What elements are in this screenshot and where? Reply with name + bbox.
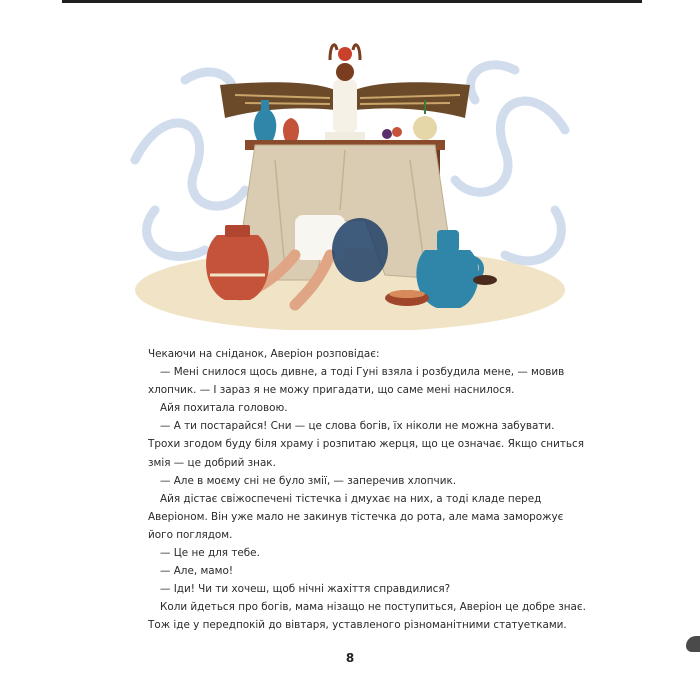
paragraph: — Але в моєму сні не було змії, — заперечив хлопчик. bbox=[160, 474, 457, 487]
altar-illustration bbox=[125, 40, 575, 330]
paragraph: — А ти постарайся! Сни — це слова богів, їх ніколи не можна забувати. bbox=[160, 420, 555, 433]
paragraph: його поглядом. bbox=[148, 528, 233, 541]
paragraph: Коли йдеться про богів, мама нізащо не поступиться, Аверіон це добре знає. bbox=[160, 601, 586, 614]
small-bowl bbox=[473, 275, 497, 285]
paragraph: Аверіоном. Він уже мало не закинув тістечка до рота, але мама заморожує bbox=[148, 510, 564, 523]
corner-tab bbox=[686, 636, 700, 652]
paragraph: Тож іде у передпокій до вівтаря, уставленого різноманітними статуетками. bbox=[148, 619, 567, 632]
paragraph: Айя похитала головою. bbox=[160, 402, 288, 415]
page-number: 8 bbox=[345, 651, 355, 665]
paragraph: змія — це добрий знак. bbox=[148, 456, 276, 469]
paragraph: Трохи згодом буду біля храму і розпитаю жерця, що це означає. Якщо сниться bbox=[148, 438, 584, 451]
food-bowl bbox=[385, 290, 429, 306]
paragraph: — Але, мамо! bbox=[160, 565, 234, 578]
paragraph: — Мені снилося щось дивне, а тоді Гуні взяла і розбудила мене, — мовив bbox=[160, 366, 565, 379]
paragraph: хлопчик. — І зараз я не можу пригадати, що саме мені наснилося. bbox=[148, 384, 515, 397]
paragraph: Чекаючи на сніданок, Аверіон розповідає: bbox=[148, 348, 380, 360]
top-rule bbox=[62, 0, 642, 3]
paragraph: — Це не для тебе. bbox=[160, 547, 260, 560]
paragraph: — Іди! Чи ти хочеш, щоб нічні жахіття справдилися? bbox=[160, 583, 451, 596]
paragraph: Айя дістає свіжоспечені тістечка і дмухає на них, а тоді кладе перед bbox=[160, 492, 542, 505]
story-text bbox=[148, 345, 586, 635]
